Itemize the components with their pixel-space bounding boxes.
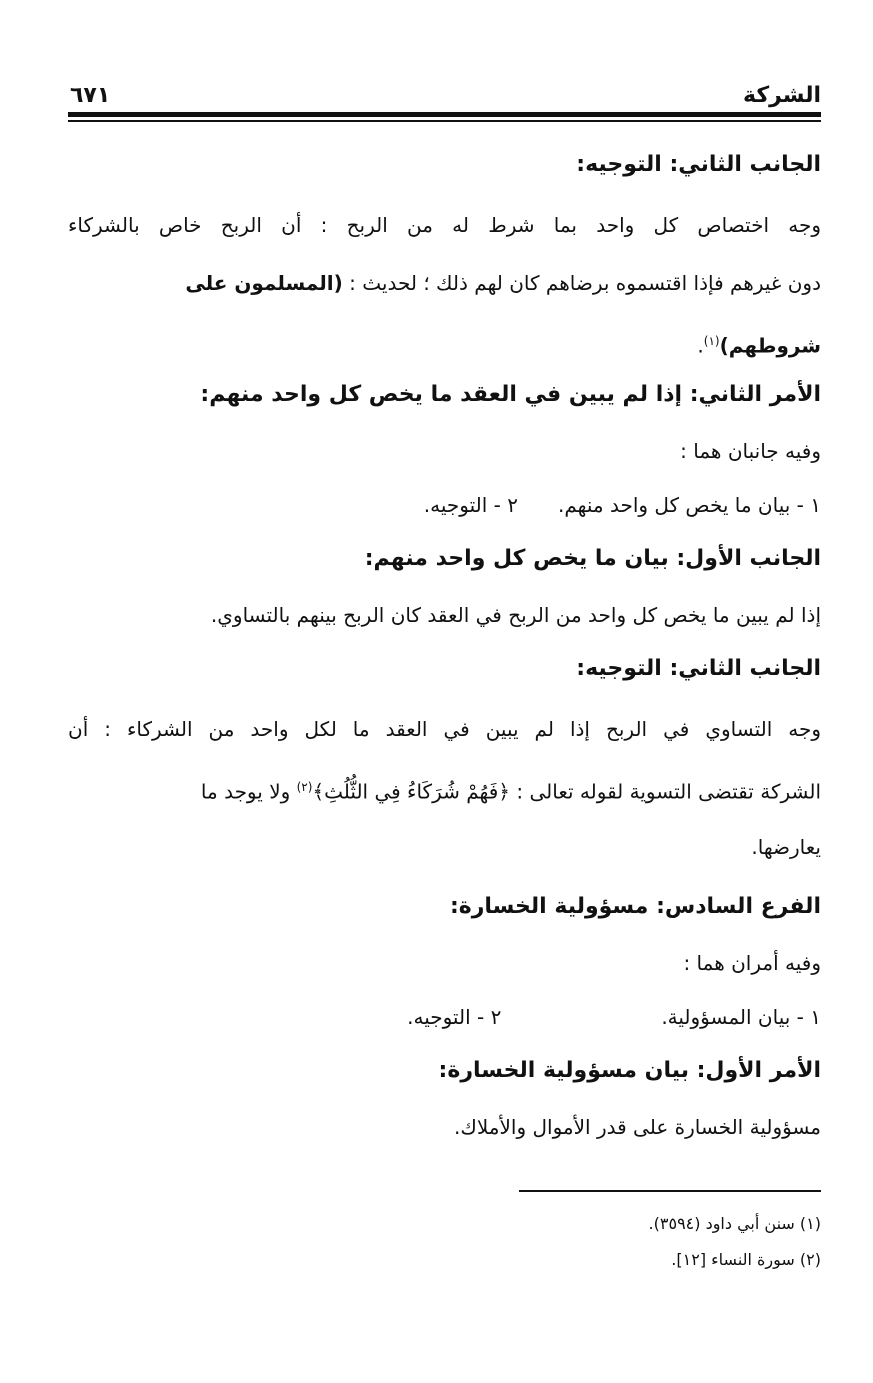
section-heading-first-side: الجانب الأول: بيان ما يخص كل واحد منهم: bbox=[364, 546, 821, 571]
paragraph-line bbox=[68, 268, 821, 298]
paragraph-line bbox=[68, 772, 821, 807]
running-header bbox=[70, 72, 821, 108]
paragraph-line: وجه التساوي في الربح إذا لم يبين في العقد ما لكل واحد من الشركاء : أن bbox=[68, 717, 821, 741]
footnote-ref-1: (١) bbox=[703, 334, 720, 348]
quran-quote: ﴿فَهُمْ شُرَكَاءُ فِي الثُّلُثِ﴾ bbox=[312, 779, 511, 804]
hadith-quote-end: شروطهم) bbox=[719, 333, 821, 358]
paragraph-line: وفيه أمران هما : bbox=[683, 951, 821, 975]
text-run: . bbox=[697, 333, 704, 358]
page-number: ٦٧١ bbox=[70, 83, 111, 108]
text-run: الشركة تقتضى التسوية لقوله تعالى : bbox=[510, 779, 821, 804]
footnote-separator bbox=[519, 1190, 821, 1192]
section-heading-first-matter: الأمر الأول: بيان مسؤولية الخسارة: bbox=[438, 1058, 821, 1083]
section-heading-sixth-branch: الفرع السادس: مسؤولية الخسارة: bbox=[449, 894, 821, 919]
footnote-2: (٢) سورة النساء [١٢]. bbox=[671, 1250, 821, 1269]
section-heading-second-matter: الأمر الثاني: إذا لم يبين في العقد ما يخص كل واحد منهم: bbox=[200, 382, 821, 407]
footnote-ref-2: (٢) bbox=[296, 780, 313, 794]
footnotes bbox=[68, 1212, 821, 1284]
footnote-1: (١) سنن أبي داود (٣٥٩٤). bbox=[648, 1214, 821, 1233]
paragraph-line bbox=[68, 326, 821, 361]
section-heading-guidance: الجانب الثاني: التوجيه: bbox=[576, 152, 821, 177]
header-rule-thin bbox=[68, 120, 821, 122]
text-run: ولا يوجد ما bbox=[200, 779, 297, 804]
running-title: الشركة bbox=[742, 83, 821, 108]
numbered-list bbox=[68, 490, 821, 520]
section-heading-guidance-2: الجانب الثاني: التوجيه: bbox=[576, 656, 821, 681]
paragraph-line: إذا لم يبين ما يخص كل واحد من الربح في العقد كان الربح بينهم بالتساوي. bbox=[210, 603, 821, 627]
list-item: ١ - بيان المسؤولية. bbox=[661, 1005, 821, 1029]
list-item: ٢ - التوجيه. bbox=[423, 493, 518, 517]
paragraph-line: وفيه جانبان هما : bbox=[680, 439, 821, 463]
header-rule-thick bbox=[68, 112, 821, 117]
paragraph-line: وجه اختصاص كل واحد بما شرط له من الربح : أن الربح خاص بالشركاء bbox=[68, 213, 821, 237]
numbered-list bbox=[68, 1002, 821, 1032]
text-run: دون غيرهم فإذا اقتسموه برضاهم كان لهم ذلك ؛ لحديث : bbox=[342, 271, 821, 295]
list-item: ١ - بيان ما يخص كل واحد منهم. bbox=[557, 493, 821, 517]
hadith-quote: (المسلمون على bbox=[185, 271, 343, 295]
list-item: ٢ - التوجيه. bbox=[407, 1005, 502, 1029]
paragraph-line: مسؤولية الخسارة على قدر الأموال والأملاك. bbox=[454, 1115, 821, 1139]
paragraph-line: يعارضها. bbox=[751, 835, 821, 859]
